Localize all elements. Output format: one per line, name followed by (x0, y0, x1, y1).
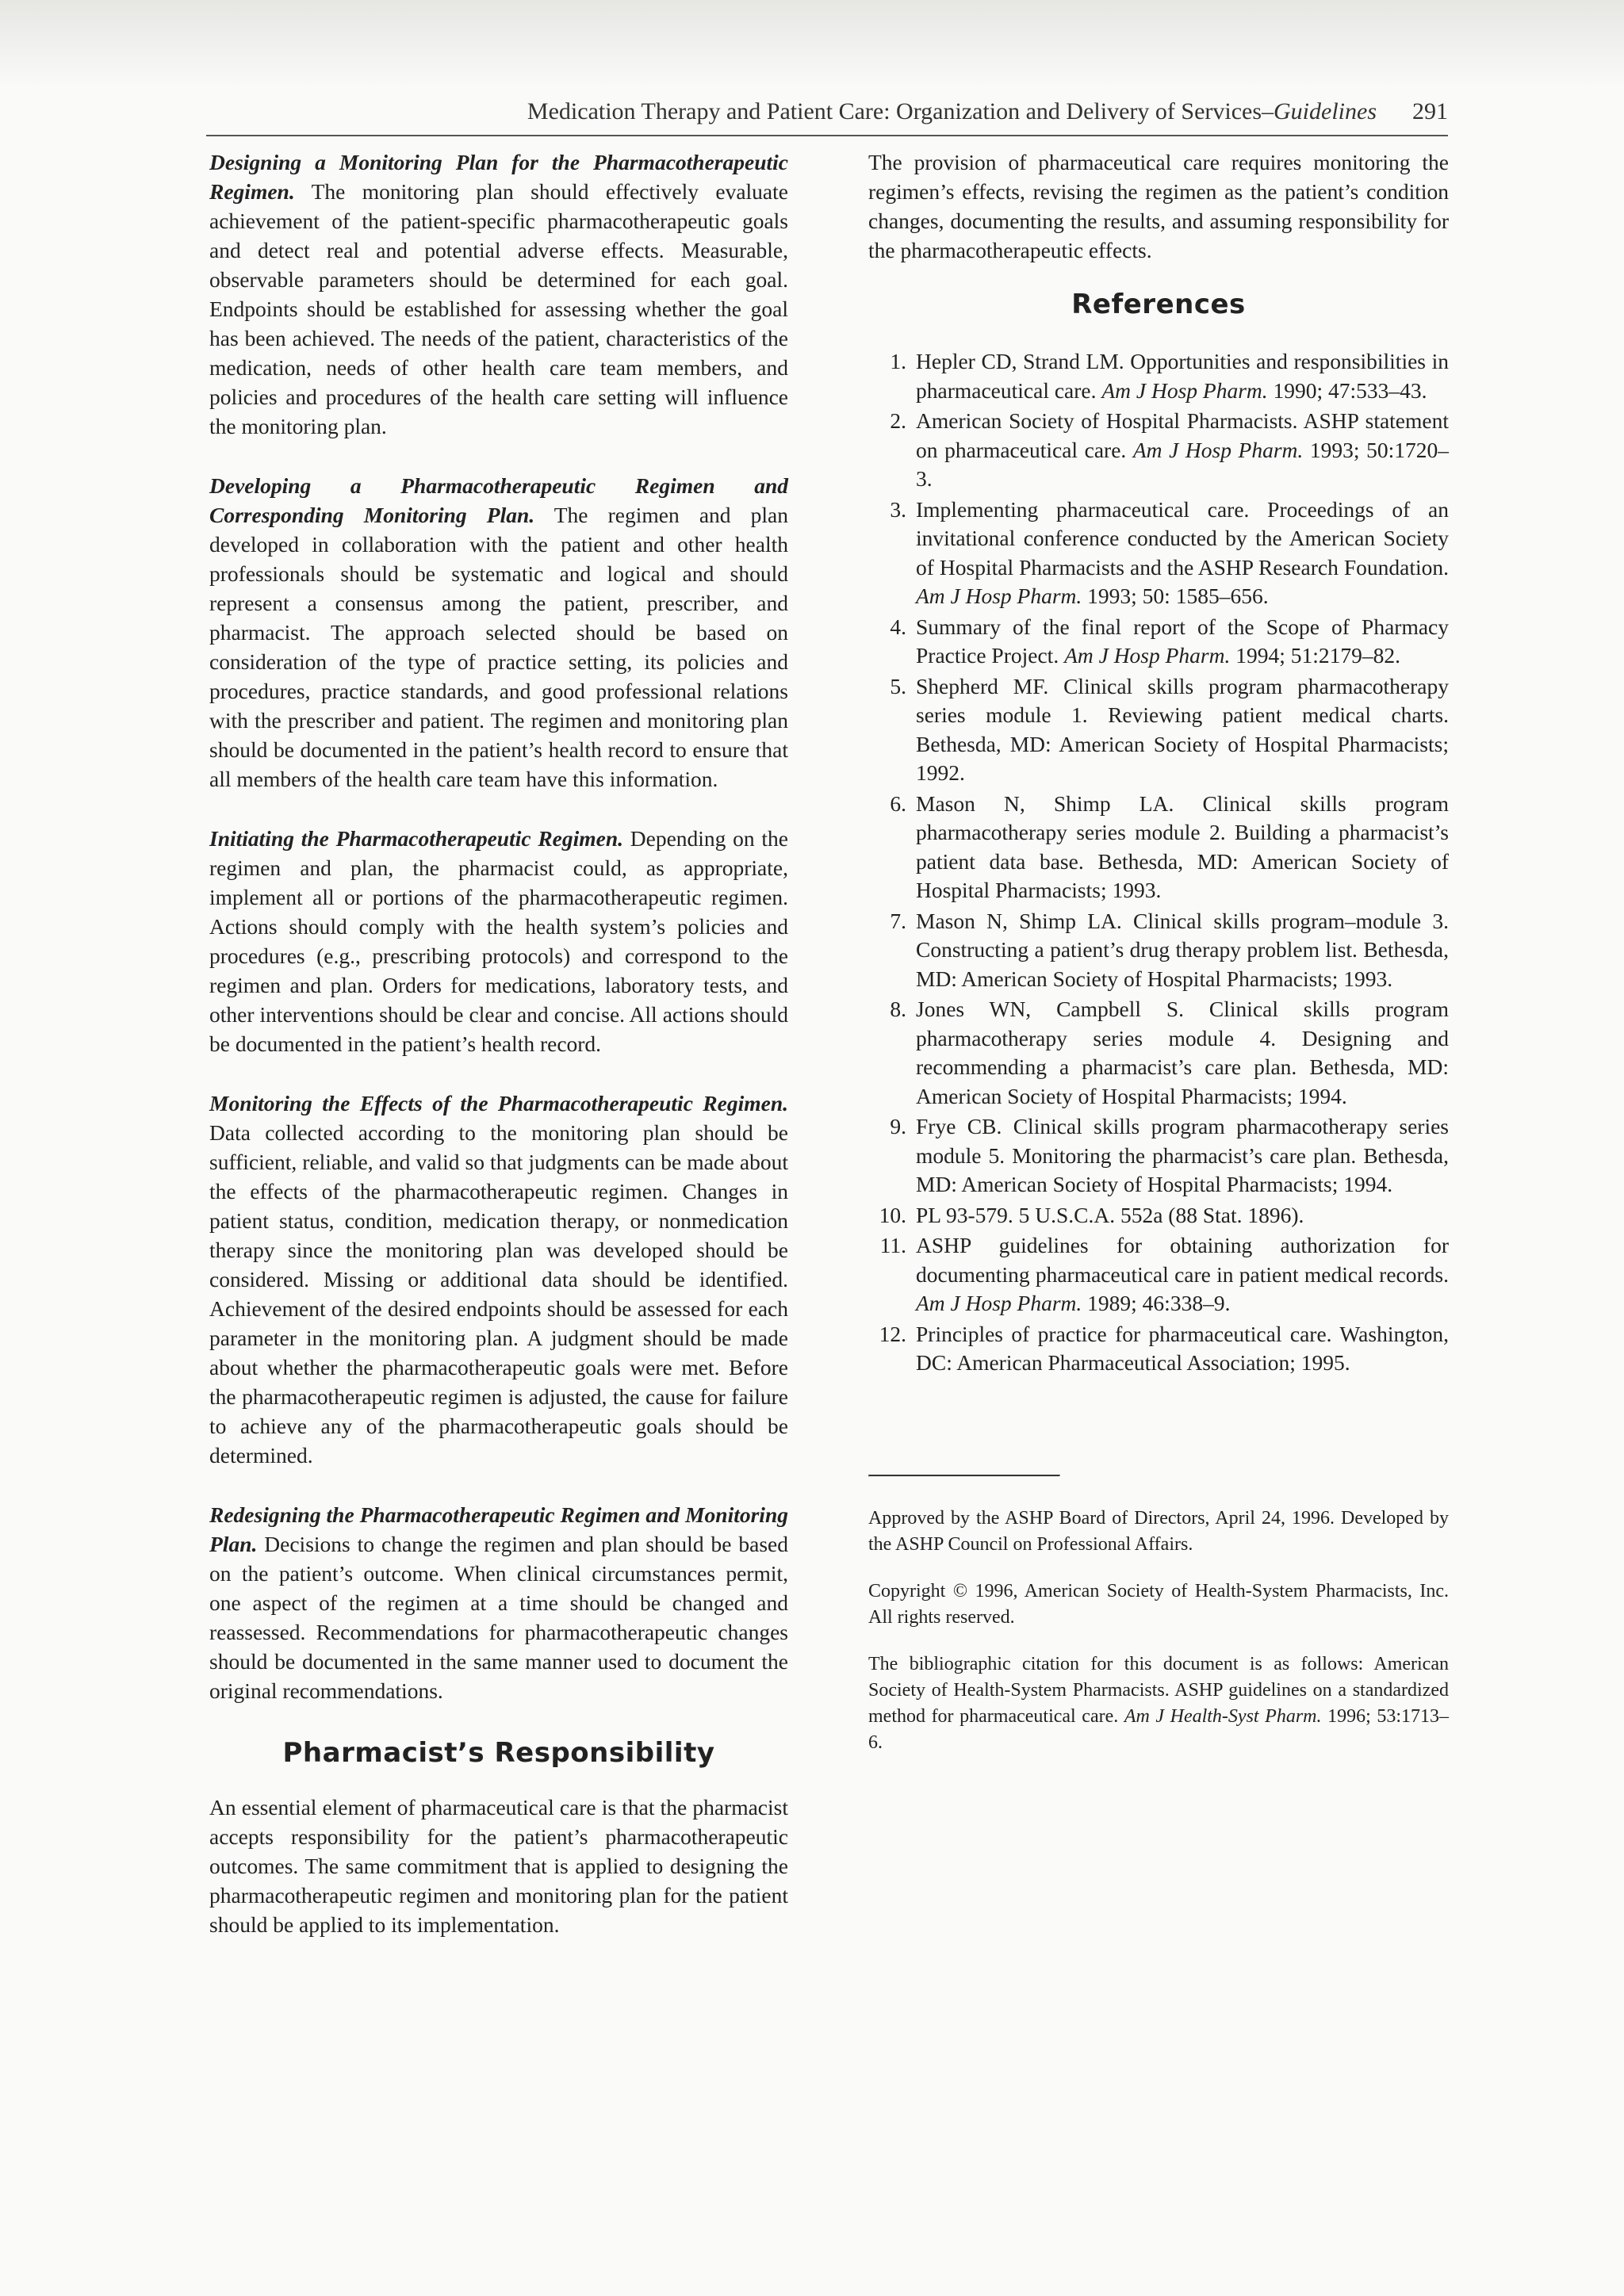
reference-text: Frye CB. Clinical skills program pharmacotherapy series module 5. Monitoring the pharmacist’s care plan. Bethesda, MD: American Society of Hospital Pharmacists; 1994. (916, 1114, 1449, 1196)
paragraph-pharmacist-responsibility: An essential element of pharmaceutical care is that the pharmacist accepts responsibility for the patient’s pharmacotherapeutic outcomes. The same commitment that is applied to designing the pharmacotherapeutic regimen and monitoring plan for the patient should be applied to its implementation. (209, 1795, 788, 1937)
reference-journal: Am J Hosp Pharm. (1064, 643, 1231, 668)
reference-journal: Am J Hosp Pharm. (916, 1291, 1082, 1315)
paragraph-designing-monitoring-plan (209, 147, 788, 441)
citation-note (868, 1651, 1449, 1756)
approval-note: Approved by the ASHP Board of Directors, April 24, 1996. Developed by the ASHP Council on Professional Affairs. (868, 1507, 1449, 1555)
reference-text: American Society of Hospital Pharmacists. ASHP statement on pharmaceutical care. (916, 408, 1449, 462)
reference-number: 6. (890, 790, 906, 816)
reference-text: Shepherd MF. Clinical skills program pharmacotherapy series module 1. Reviewing patient medical charts. Bethesda, MD: American Society of Hospital Pharmacists; 1992. (916, 673, 1449, 785)
left-column (209, 147, 788, 1969)
reference-details: 1989; 46:338–9. (1082, 1291, 1231, 1315)
running-header (206, 98, 1448, 136)
reference-number: 1. (890, 349, 906, 373)
reference-item (868, 1201, 1449, 1230)
paragraph-redesigning-regimen (209, 1500, 788, 1705)
reference-details: 1990; 47:533–43. (1267, 377, 1427, 403)
paragraph-heading: Redesigning the Pharmacotherapeutic Regimen and Monitoring Plan. (209, 1502, 788, 1556)
paragraph-text: Data collected according to the monitoring plan should be sufficient, reliable, and valid so that judgments can be made about the effects of the pharmacotherapeutic regimen. Changes in patient status, condition, medication therapy, or nonmedication therapy since the monitoring plan was developed should be considered. Missing or additional data should be identified. Achievement of the desired endpoints should be assessed for each parameter in the monitoring plan. A judgment should be made about whether the pharmacotherapeutic goals were met. Before the pharmacotherapeutic regimen is adjusted, the cause for failure to achieve any of the pharmacotherapeutic goals should be determined. (209, 1120, 788, 1468)
paragraph-developing-regimen (209, 471, 788, 794)
running-title-text: Medication Therapy and Patient Care: Organization and Delivery of Services– (527, 98, 1274, 124)
reference-number: 2. (890, 408, 906, 433)
reference-number: 3. (890, 496, 906, 522)
reference-item (868, 672, 1449, 788)
page-number: 291 (1412, 98, 1448, 124)
reference-item (868, 613, 1449, 671)
reference-text: Implementing pharmaceutical care. Proceedings of an invitational conference conducted by the American Society of Hospital Pharmacists and the ASHP Research Foundation. (916, 496, 1449, 580)
reference-number: 5. (890, 673, 906, 698)
reference-number: 9. (890, 1114, 906, 1138)
reference-text: Jones WN, Campbell S. Clinical skills program pharmacotherapy series module 4. Designing and recommending a pharmacist’s care plan. Bethesda, MD: American Society of Hospital Pharmacists; 1994. (916, 997, 1449, 1108)
paragraph-heading: Monitoring the Effects of the Pharmacotherapeutic Regimen. (209, 1091, 788, 1115)
paragraph-heading: Designing a Monitoring Plan for the Pharmacotherapeutic Regimen. (209, 150, 788, 204)
reference-list (868, 347, 1449, 1378)
reference-details: 1993; 50: 1585–656. (1082, 584, 1269, 608)
paragraph-text: Decisions to change the regimen and plan should be based on the patient’s outcome. When clinical circumstances permit, one aspect of the regimen at a time should be changed and reassessed. Recommendations for pharmacotherapeutic changes should be documented in the same manner used to document the original recommendations. (209, 1532, 788, 1703)
citation-details: 1996; 53:1713–6. (868, 1705, 1449, 1753)
reference-item (868, 995, 1449, 1111)
reference-number: 7. (890, 908, 906, 933)
paragraph-heading: Initiating the Pharmacotherapeutic Regimen. (209, 826, 624, 851)
running-title-italic: Guidelines (1274, 98, 1377, 124)
paragraph-intro: The provision of pharmaceutical care requires monitoring the regimen’s effects, revising the regimen as the patient’s condition changes, documenting the results, and assuming responsibility for the pharmacotherapeutic effects. (868, 150, 1449, 262)
reference-number: 11. (879, 1233, 906, 1257)
reference-number: 10. (879, 1202, 906, 1227)
section-title-pharmacist-responsibility: Pharmacist’s Responsibility (282, 1737, 715, 1769)
reference-item (868, 1112, 1449, 1200)
reference-number: 12. (879, 1321, 906, 1346)
reference-item (868, 1231, 1449, 1318)
reference-details: 1994; 51:2179–82. (1230, 643, 1401, 668)
paragraph-text: Depending on the regimen and plan, the pharmacist could, as appropriate, implement all or portions of the pharmacotherapeutic regimen. Actions should comply with the health system’s policies and procedures (e.g., prescribing protocols) and correspond to the regimen and plan. Orders for medications, laboratory tests, and other interventions should be clear and concise. All actions should be documented in the patient’s health record. (209, 826, 789, 1056)
paragraph-text: The monitoring plan should effectively evaluate achievement of the patient-specific pharmacotherapeutic goals and detect real and potential adverse effects. Measurable, observable parameters should be determined for each goal. Endpoints should be established for assessing whether the goal has been achieved. The needs of the patient, characteristics of the medication, needs of other health care team members, and policies and procedures of the health care setting will influence the monitoring plan. (209, 179, 788, 438)
citation-text: The bibliographic citation for this document is as follows: American Society of Health-System Pharmacists. ASHP guidelines on a standardized method for pharmaceutical care. (868, 1653, 1449, 1727)
paragraph-text: The regimen and plan developed in collaboration with the patient and other health professionals should be systematic and logical and should represent a consensus among the patient, prescriber, and pharmacist. The approach selected should be based on consideration of the type of practice setting, its policies and procedures, practice standards, and good professional relations with the prescriber and patient. The regimen and monitoring plan should be documented in the patient’s health record to ensure that all members of the health care team have this information. (209, 503, 788, 791)
paragraph-monitoring-effects (209, 1089, 788, 1470)
reference-text: Mason N, Shimp LA. Clinical skills program–module 3. Constructing a patient’s drug therapy problem list. Bethesda, MD: American Society of Hospital Pharmacists; 1993. (916, 908, 1449, 991)
reference-text: Summary of the final report of the Scope of Pharmacy Practice Project. (916, 614, 1449, 668)
reference-text: Mason N, Shimp LA. Clinical skills program pharmacotherapy series module 2. Building a pharmacist’s patient data base. Bethesda, MD: American Society of Hospital Pharmacists; 1993. (916, 790, 1449, 902)
reference-text: PL 93-579. 5 U.S.C.A. 552a (88 Stat. 1896). (916, 1202, 1304, 1227)
reference-item (868, 790, 1449, 905)
reference-item (868, 347, 1449, 405)
references-title: References (1071, 289, 1246, 320)
paragraph-heading: Developing a Pharmacotherapeutic Regimen and Corresponding Monitoring Plan. (209, 473, 788, 527)
running-title (527, 98, 1377, 125)
paragraph-initiating-regimen (209, 824, 788, 1058)
copyright-note: Copyright © 1996, American Society of Health-System Pharmacists, Inc. All rights reserved. (868, 1580, 1449, 1628)
scan-edge-shading (0, 0, 1624, 87)
reference-journal: Am J Hosp Pharm. (1101, 377, 1268, 403)
reference-number: 4. (890, 614, 906, 639)
reference-journal: Am J Hosp Pharm. (1132, 437, 1304, 462)
reference-number: 8. (890, 997, 906, 1021)
reference-item (868, 407, 1449, 494)
reference-text: Principles of practice for pharmaceutical care. Washington, DC: American Pharmaceutical Association; 1995. (916, 1321, 1449, 1375)
citation-journal: Am J Health-Syst Pharm. (1124, 1705, 1322, 1727)
reference-item (868, 907, 1449, 994)
right-column (868, 147, 1449, 1777)
reference-text: Hepler CD, Strand LM. Opportunities and responsibilities in pharmaceutical care. (916, 349, 1449, 403)
reference-item (868, 1320, 1449, 1378)
reference-text: ASHP guidelines for obtaining authorization for documenting pharmaceutical care in patient medical records. (916, 1233, 1449, 1287)
reference-journal: Am J Hosp Pharm. (916, 584, 1082, 608)
reference-item (868, 496, 1449, 611)
reference-details: 1993; 50:1720–3. (916, 437, 1449, 491)
